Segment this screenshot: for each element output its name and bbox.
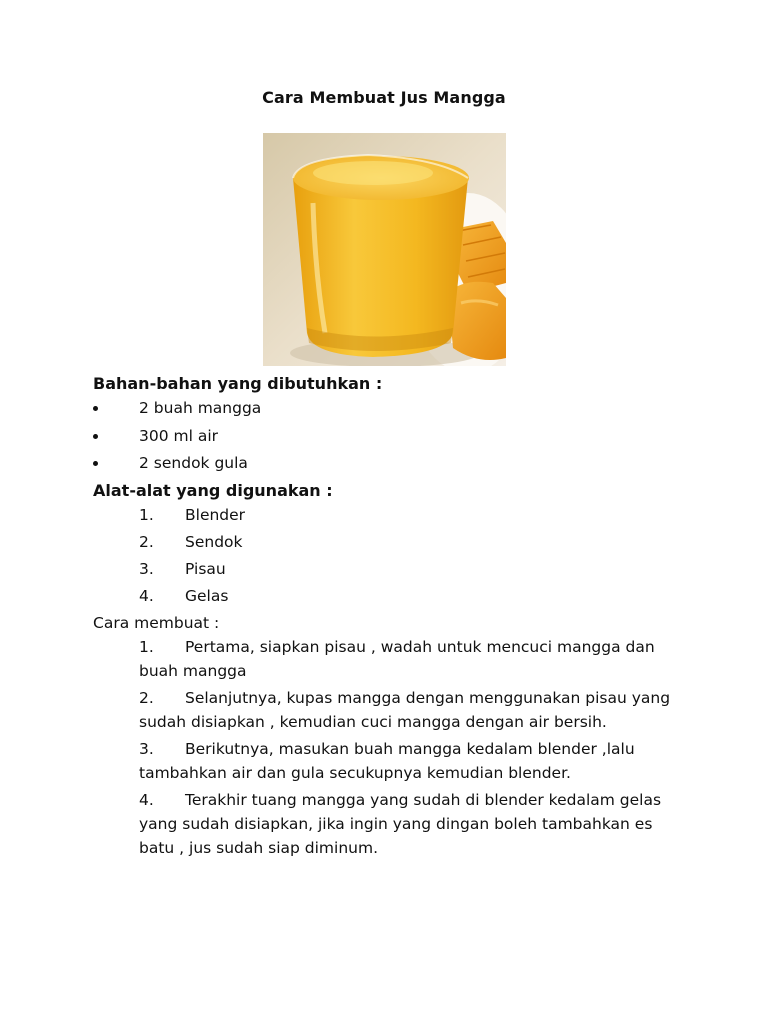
list-item: 2. Sendok: [139, 532, 243, 551]
tools-heading: Alat-alat yang digunakan :: [93, 480, 333, 500]
list-item: 4. Gelas: [139, 587, 229, 606]
bullet-icon: [93, 434, 98, 439]
step-item: 4. Terakhir tuang mangga yang sudah di blender kedalam gelas yang sudah disiapkan, jika ingin yang dingan boleh tambahkan es batu , jus sudah siap diminum.: [139, 791, 662, 858]
step-item: 2. Selanjutnya, kupas mangga dengan menggunakan pisau yang sudah disiapkan , kemudian cuci mangga dengan air bersih.: [139, 689, 671, 732]
ingredients-list: [93, 396, 693, 479]
step-item: 3. Berikutnya, masukan buah mangga kedalam blender ,lalu tambahkan air dan gula secukupnya kemudian blender.: [139, 740, 635, 783]
list-item: 1. Blender: [139, 505, 246, 524]
tools-list: [93, 503, 693, 612]
list-item: 2 sendok gula: [93, 451, 693, 479]
step-item: 1. Pertama, siapkan pisau , wadah untuk mencuci mangga dan buah mangga: [139, 638, 655, 681]
ingredients-heading: Bahan-bahan yang dibutuhkan :: [93, 374, 383, 393]
method-steps: [93, 635, 693, 860]
recipe-content: [93, 372, 693, 863]
mango-juice-photo: [263, 133, 506, 366]
list-item: 2 buah mangga: [93, 396, 693, 424]
list-item: 300 ml air: [93, 424, 693, 452]
list-item: 3. Pisau: [139, 559, 226, 578]
bullet-icon: [93, 461, 98, 466]
bullet-icon: [93, 406, 98, 411]
page-title: Cara Membuat Jus Mangga: [262, 88, 506, 107]
method-heading: Cara membuat :: [93, 614, 220, 633]
juice-glass: [293, 155, 469, 357]
